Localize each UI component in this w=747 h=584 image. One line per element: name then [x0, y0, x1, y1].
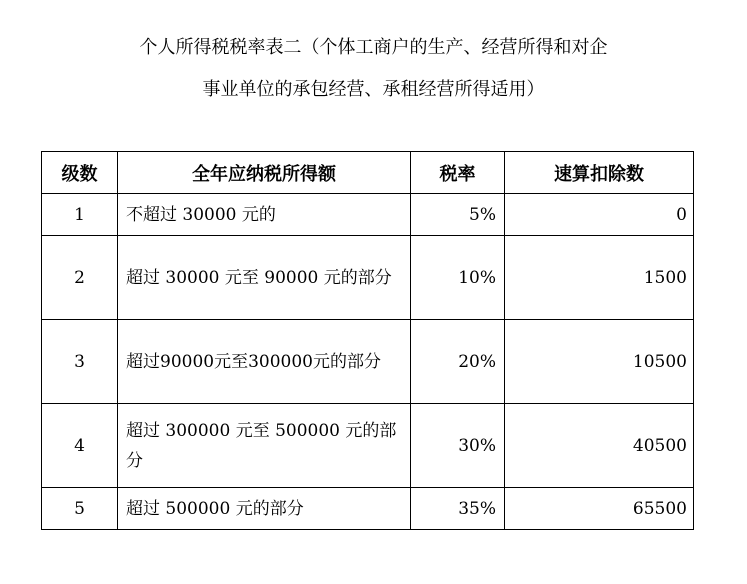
cell-tax-rate: 5%	[411, 194, 505, 236]
cell-quick-deduction: 10500	[505, 320, 694, 404]
table-row	[42, 404, 694, 488]
cell-income-range: 超过 30000 元至 90000 元的部分	[118, 236, 411, 320]
cell-level: 4	[42, 404, 118, 488]
cell-tax-rate: 20%	[411, 320, 505, 404]
cell-tax-rate: 30%	[411, 404, 505, 488]
cell-tax-rate: 35%	[411, 488, 505, 530]
tax-rate-table	[41, 151, 694, 530]
cell-income-range: 超过 300000 元至 500000 元的部分	[118, 404, 411, 488]
header-quick-deduction: 速算扣除数	[505, 152, 694, 194]
header-level: 级数	[42, 152, 118, 194]
cell-quick-deduction: 40500	[505, 404, 694, 488]
header-tax-rate: 税率	[411, 152, 505, 194]
document-title-line-1: 个人所得税税率表二（个体工商户的生产、经营所得和对企	[139, 37, 608, 58]
cell-level: 1	[42, 194, 118, 236]
header-income-range: 全年应纳税所得额	[118, 152, 411, 194]
cell-quick-deduction: 65500	[505, 488, 694, 530]
table-row	[42, 236, 694, 320]
cell-level: 2	[42, 236, 118, 320]
table-header-row	[42, 152, 694, 194]
document-title-line-2: 事业单位的承包经营、承租经营所得适用）	[202, 79, 545, 100]
cell-level: 5	[42, 488, 118, 530]
cell-tax-rate: 10%	[411, 236, 505, 320]
cell-quick-deduction: 0	[505, 194, 694, 236]
table-row	[42, 488, 694, 530]
table-row	[42, 194, 694, 236]
cell-income-range: 超过 500000 元的部分	[118, 488, 411, 530]
cell-quick-deduction: 1500	[505, 236, 694, 320]
cell-level: 3	[42, 320, 118, 404]
cell-income-range: 不超过 30000 元的	[118, 194, 411, 236]
cell-income-range: 超过90000元至300000元的部分	[118, 320, 411, 404]
table-row	[42, 320, 694, 404]
